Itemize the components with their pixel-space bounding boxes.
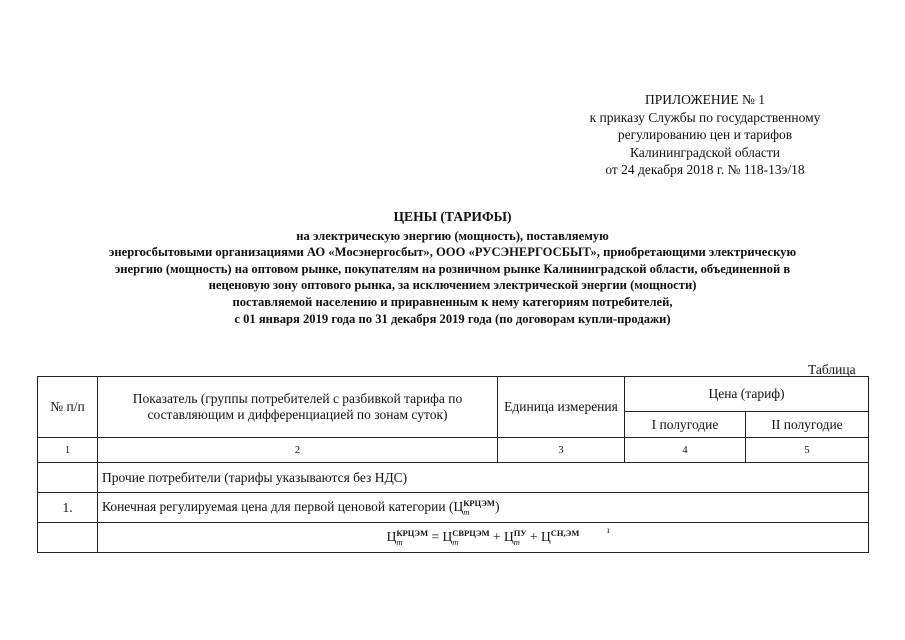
formula-operator: + [530, 528, 538, 544]
document-title [30, 209, 875, 327]
formula-symbol: Ц [541, 528, 551, 544]
annex-title: ПРИЛОЖЕНИЕ № 1 [644, 92, 766, 107]
annex-line: к приказу Службы по государственному [589, 109, 821, 125]
title-line: с 01 января 2019 года по 31 декабря 2019 года (по договорам купли-продажи) [234, 311, 671, 326]
superscript: КРЦЭМ [396, 527, 429, 538]
subscript-empty [551, 538, 580, 547]
header-price: Цена (тариф) [625, 377, 869, 412]
subscript: m [396, 536, 403, 547]
superscript: СН,ЭМ [550, 527, 580, 538]
subscript: m [452, 536, 459, 547]
annex-header [560, 91, 850, 179]
column-number: 4 [625, 438, 746, 463]
formula-symbol: Ц [386, 528, 397, 544]
formula-operator: + [493, 528, 501, 544]
annex-line: Калининградской области [629, 144, 781, 160]
row-number: 1. [38, 493, 98, 523]
scan-mark: ı [607, 525, 610, 535]
row-text: Конечная регулируемая цена для первой ценовой категории ( [102, 498, 454, 514]
price-formula [98, 523, 869, 553]
annex-date: от 24 декабря 2018 г. № 118-13э/18 [605, 162, 805, 178]
column-number: 5 [746, 438, 869, 463]
formula-symbol: Ц [504, 528, 514, 544]
tariffs-table [37, 376, 869, 553]
column-number: 3 [498, 438, 625, 463]
formula-operator: = [431, 528, 440, 544]
subscript: m [463, 506, 470, 517]
title-line: энергосбытовыми организациями АО «Мосэнергосбыт», ООО «РУСЭНЕРГОСБЫТ», приобретающими электрическую [108, 245, 797, 260]
column-number: 2 [98, 438, 498, 463]
title-main: ЦЕНЫ (ТАРИФЫ) [393, 209, 512, 224]
price-symbol: Ц [453, 498, 464, 514]
superscript: КРЦЭМ [463, 497, 495, 508]
title-line: неценовую зону оптового рынка, за исключением электрической энергии (мощности) [208, 278, 697, 293]
empty-cell [38, 463, 98, 493]
header-half1: I полугодие [625, 412, 746, 438]
first-price-category-row [98, 493, 869, 523]
title-line: поставляемой населению и приравненным к нему категориям потребителей, [232, 294, 673, 309]
table-caption: Таблица [808, 362, 856, 377]
column-number: 1 [38, 438, 98, 463]
formula-symbol: Ц [442, 528, 453, 544]
superscript: ПУ [513, 527, 527, 538]
title-line: энергию (мощность) на оптовом рынке, покупателям на розничном рынке Калининградской области, объединенной в [114, 261, 791, 276]
header-indicator: Показатель (группы потребителей с разбивкой тарифа по составляющим и дифференциацией по зонам суток) [98, 377, 498, 438]
annex-line: регулированию цен и тарифов [617, 127, 793, 143]
header-unit: Единица измерения [498, 377, 625, 438]
superscript: СВРЦЭМ [452, 527, 490, 538]
header-num: № п/п [38, 377, 98, 438]
empty-cell [38, 523, 98, 553]
header-half2: II полугодие [746, 412, 869, 438]
other-consumers-row: Прочие потребители (тарифы указываются без НДС) [98, 463, 869, 493]
row-text-close: ) [494, 498, 500, 514]
title-line: на электрическую энергию (мощность), поставляемую [296, 228, 609, 243]
subscript: m [513, 536, 520, 547]
